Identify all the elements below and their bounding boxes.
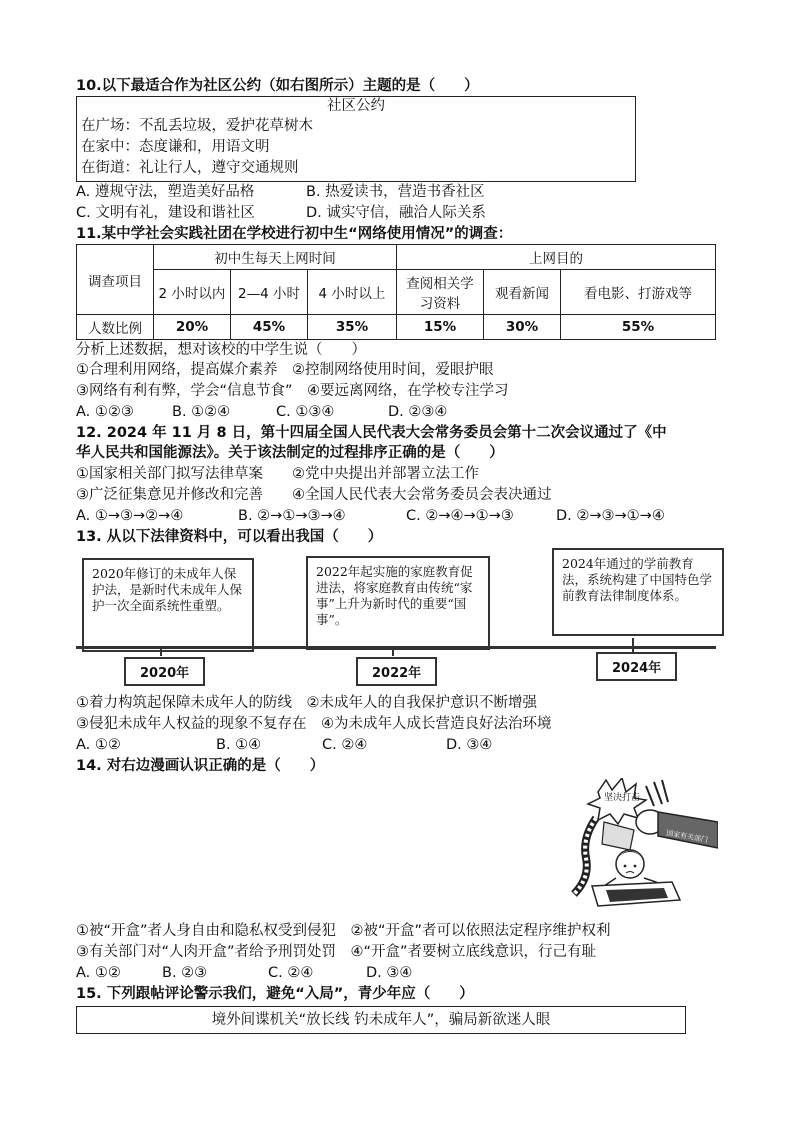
q11-value: 35% — [308, 315, 397, 340]
q11-value: 15% — [397, 315, 484, 340]
q11-group-purpose: 上网目的 — [397, 245, 716, 270]
q11-statements-1: ①合理利用网络，提高媒介素养 ②控制网络使用时间，爱眼护眼 — [76, 362, 494, 378]
q11-col-header: 看电影、打游戏等 — [561, 270, 716, 315]
q11-col-header: 2 小时以内 — [154, 270, 231, 315]
q11-value: 45% — [231, 315, 308, 340]
q11-col-header: 观看新闻 — [484, 270, 561, 315]
q13-option-d[interactable]: D. ③④ — [446, 737, 493, 753]
q10-option-c[interactable]: C. 文明有礼，建设和谐社区 — [76, 205, 255, 221]
q13-statements-1: ①着力构筑起保障未成年人的防线 ②未成年人的自我保护意识不断增强 — [76, 695, 537, 711]
q13-note-2020: 2020年修订的未成年人保护法，是新时代未成年人保护一次全面系统性重塑。 — [82, 558, 254, 652]
q12-option-a[interactable]: A. ①→③→②→④ — [76, 508, 184, 524]
q11-option-d[interactable]: D. ②③④ — [388, 404, 448, 420]
q10-community-box — [76, 96, 636, 182]
q15-comment-text: 境外间谍机关“放长线 钓未成年人”，骗局新欲迷人眼 — [211, 1012, 551, 1028]
q13-year-2022: 2022年 — [356, 657, 437, 686]
q10-box-line: 在家中：态度谦和，用语文明 — [81, 139, 270, 155]
q13-timeline-axis — [76, 646, 716, 649]
q11-stem: 11.某中学社会实践社团在学校进行初中生“网络使用情况”的调查： — [76, 226, 513, 242]
q12-option-c[interactable]: C. ②→④→①→③ — [406, 508, 514, 524]
q13-stem: 13. 从以下法律资料中，可以看出我国（ ） — [76, 529, 383, 545]
q14-option-d[interactable]: D. ③④ — [366, 965, 413, 981]
q10-box-title: 社区公约 — [327, 98, 385, 114]
q11-option-b[interactable]: B. ①②④ — [172, 404, 231, 420]
q12-statements-1: ①国家相关部门拟写法律草案 ②党中央提出并部署立法工作 — [76, 466, 479, 482]
q11-col-header: 4 小时以上 — [308, 270, 397, 315]
q14-cartoon — [546, 778, 718, 914]
q10-option-a[interactable]: A. 遵规守法，塑造美好品格 — [76, 184, 255, 200]
q12-stem-line1: 12. 2024 年 11 月 8 日，第十四届全国人民代表大会常务委员会第十二次会议通过了《中 — [76, 425, 667, 441]
q11-ask: 分析上述数据，想对该校的中学生说（ ） — [76, 342, 366, 358]
q14-option-c[interactable]: C. ②④ — [268, 965, 314, 981]
q13-note-2024: 2024年通过的学前教育法，系统构建了中国特色学前教育法律制度体系。 — [552, 548, 724, 636]
q11-value: 55% — [561, 315, 716, 340]
q10-option-b[interactable]: B. 热爱读书，营造书香社区 — [306, 184, 485, 200]
q12-option-b[interactable]: B. ②→①→③→④ — [238, 508, 346, 524]
q11-option-a[interactable]: A. ①②③ — [76, 404, 134, 420]
q15-comment-box — [76, 1006, 686, 1034]
q14-stem: 14. 对右边漫画认识正确的是（ ） — [76, 758, 325, 774]
q10-stem: 10.以下最适合作为社区公约（如右图所示）主题的是（ ） — [76, 78, 479, 94]
q13-note-2022: 2022年起实施的家庭教育促进法，将家庭教育由传统“家事”上升为新时代的重要“国事”。 — [306, 556, 490, 650]
q13-year-2024: 2024年 — [596, 652, 677, 681]
q11-row-header: 调查项目 — [77, 245, 154, 315]
q14-option-a[interactable]: A. ①② — [76, 965, 121, 981]
q14-cartoon-sign: 坚决打击 — [604, 793, 641, 803]
q13-connector — [632, 638, 634, 652]
q11-col-header: 查阅相关学习资料 — [397, 270, 484, 315]
q14-statements-1: ①被“开盒”者人身自由和隐私权受到侵犯 ②被“开盒”者可以依照法定程序维护权利 — [76, 923, 611, 939]
q13-statements-2: ③侵犯未成年人权益的现象不复存在 ④为未成年人成长营造良好法治环境 — [76, 716, 552, 732]
q13-year-2020: 2020年 — [124, 657, 205, 686]
q13-option-b[interactable]: B. ①④ — [216, 737, 262, 753]
q12-statements-2: ③广泛征集意见并修改和完善 ④全国人民代表大会常务委员会表决通过 — [76, 487, 552, 503]
q11-option-c[interactable]: C. ①③④ — [276, 404, 335, 420]
q13-option-c[interactable]: C. ②④ — [322, 737, 368, 753]
q14-cartoon-sleeve: 国家有关部门 — [665, 829, 709, 845]
q10-box-line: 在街道：礼让行人，遵守交通规则 — [81, 160, 299, 176]
q11-value: 20% — [154, 315, 231, 340]
q12-option-d[interactable]: D. ②→③→①→④ — [556, 508, 665, 524]
q11-value: 30% — [484, 315, 561, 340]
q14-option-b[interactable]: B. ②③ — [162, 965, 208, 981]
q14-statements-2: ③有关部门对“人肉开盒”者给予刑罚处罚 ④“开盒”者要树立底线意识，行己有耻 — [76, 944, 597, 960]
q11-ratio-label: 人数比例 — [77, 315, 154, 340]
q13-option-a[interactable]: A. ①② — [76, 737, 121, 753]
q11-group-time: 初中生每天上网时间 — [154, 245, 397, 270]
q15-stem: 15. 下列跟帖评论警示我们，避免“入局”，青少年应（ ） — [76, 986, 474, 1002]
q11-statements-2: ③网络有利有弊，学会“信息节食” ④要远离网络，在学校专注学习 — [76, 383, 509, 399]
q10-box-line: 在广场：不乱丢垃圾，爱护花草树木 — [81, 118, 313, 134]
q11-survey-table — [76, 244, 716, 340]
q10-option-d[interactable]: D. 诚实守信，融洽人际关系 — [306, 205, 486, 221]
q11-col-header: 2—4 小时 — [231, 270, 308, 315]
q12-stem-line2: 华人民共和国能源法》。关于该法制定的过程排序正确的是（ ） — [76, 445, 504, 461]
